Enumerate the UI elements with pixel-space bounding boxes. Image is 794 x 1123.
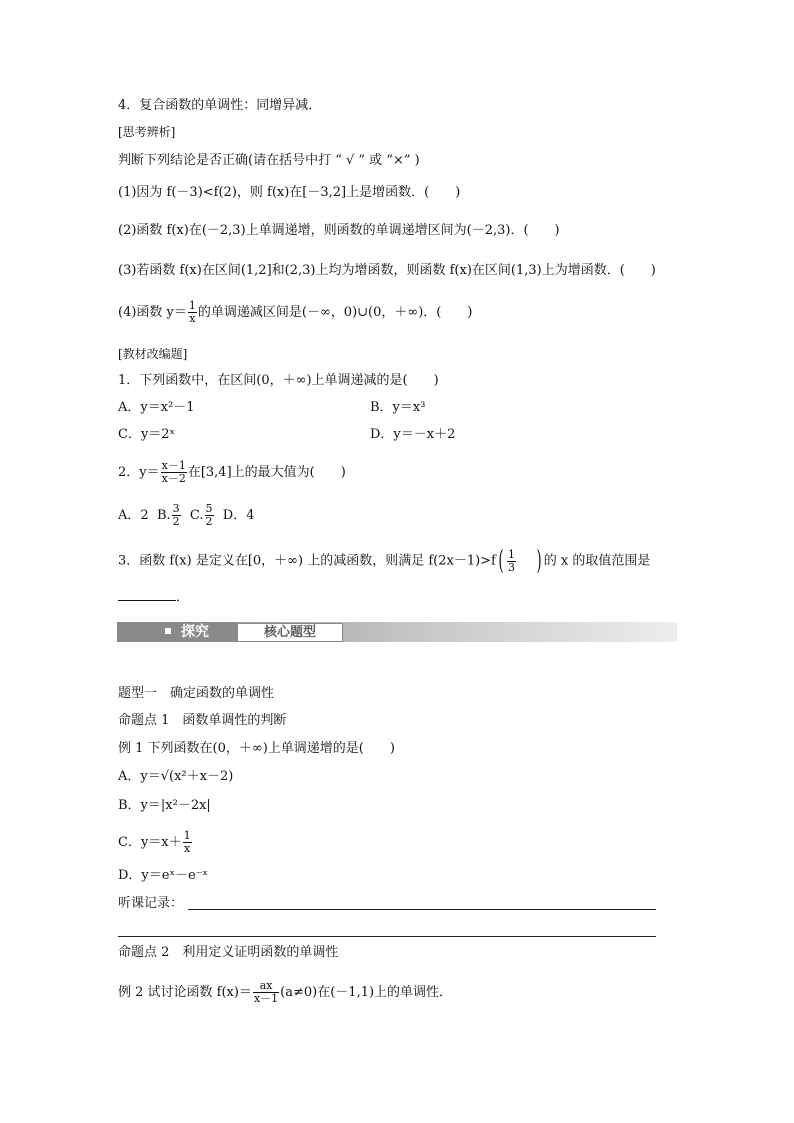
fraction-den: 2 [205,515,213,528]
fraction [188,300,197,325]
answer-blank [118,588,176,601]
notes-line-2 [118,936,656,937]
fraction [161,460,187,485]
fraction [205,503,214,528]
fraction-den: x－1 [253,992,279,1005]
example-1-option-a: A．y＝√(x²＋x－2) [118,769,234,784]
example-2-pre: 例 2 试讨论函数 f(x)＝ [118,985,252,1000]
banner-explore [117,622,237,642]
textbook-q2-pre: 2．y＝ [118,465,160,480]
fraction-den: 3 [508,560,516,574]
fraction [253,980,279,1005]
textbook-q2-option-c-label: C. [189,508,204,523]
banner-left-label: 探究 [181,624,209,640]
textbook-q1-option-a: A．y＝x²－1 [118,400,195,415]
think-q4 [118,300,472,325]
textbook-section-title: [教材改编题] [118,347,188,361]
think-q1: (1)因为 f(－3)<f(2)，则 f(x)在[－3,2]上是增函数．( ) [118,185,461,200]
left-paren: ( [498,546,504,576]
textbook-q3-post: 的 x 的取值范围是 [543,553,651,569]
section-banner [117,622,677,642]
example-1: 例 1 下列函数在(0，＋∞)上单调递增的是( ) [118,741,395,756]
textbook-q1-option-c: C．y＝2ˣ [118,427,176,442]
textbook-q3-answer-line [118,588,189,607]
textbook-q3 [118,548,650,574]
topic-title: 题型一 确定函数的单调性 [118,686,275,701]
textbook-q2-post: 在[3,4]上的最大值为( ) [187,465,346,480]
textbook-q2 [118,460,346,485]
monotonicity-rule-4: 4．复合函数的单调性：同增异减． [118,98,322,113]
think-section-title: [思考辨析] [118,125,176,139]
fraction-num: 3 [172,502,180,515]
point-2-title: 命题点 2 利用定义证明函数的单调性 [118,945,339,960]
fraction-den: x [184,842,191,855]
textbook-q2-option-b-label: B. [156,508,171,523]
textbook-q2-options [118,503,254,528]
example-1-option-d: D．y＝eˣ－e⁻ˣ [118,868,209,883]
think-intro: 判断下列结论是否正确(请在括号中打 “ √ ” 或 “×” ) [118,153,420,168]
textbook-q3-end: ． [176,590,190,605]
notes-label: 听课记录： [118,896,184,911]
textbook-q1: 1．下列函数中，在区间(0，＋∞)上单调递减的是( ) [118,373,439,388]
fraction-num: x－1 [161,459,186,472]
example-2 [118,980,452,1005]
fraction [172,503,181,528]
fraction-num: 1 [508,547,516,561]
fraction [507,549,516,574]
fraction-den: x [189,312,196,325]
example-2-post: (a≠0)在(－1,1)上的单调性． [280,985,453,1000]
fraction-den: 2 [172,515,180,528]
right-paren: ) [536,546,542,576]
fraction-num: 5 [205,502,213,515]
textbook-q1-option-d: D．y＝－x＋2 [370,427,456,442]
example-1-option-c-pre: C．y＝x＋ [118,835,182,850]
textbook-q3-pre: 3．函数 f(x) 是定义在[0，＋∞) 上的减函数，则满足 f(2x－1)>f [118,553,496,569]
fraction-num: ax [253,980,279,993]
banner-core-types: 核心题型 [237,623,343,642]
fraction-den: x－2 [161,472,186,485]
textbook-q1-option-b: B．y＝x³ [370,400,426,415]
example-1-option-b: B．y＝|x²－2x| [118,798,211,813]
fraction-num: 1 [183,829,191,842]
point-1-title: 命题点 1 函数单调性的判断 [118,713,287,728]
example-1-option-c [118,830,193,855]
fraction [183,830,192,855]
notes-line-1 [188,909,656,910]
think-q3: (3)若函数 f(x)在区间(1,2]和(2,3)上均为增函数，则函数 f(x)在区间(1,3)上为增函数．( ) [118,263,656,278]
textbook-q2-option-a: A．2 [118,508,149,523]
think-q4-post: 的单调递减区间是(－∞，0)∪(0，＋∞)．( ) [197,305,473,320]
think-q4-pre: (4)函数 y＝ [118,305,187,320]
textbook-q2-option-d: D．4 [222,508,255,523]
square-bullet-icon [165,628,171,634]
fraction-num: 1 [188,299,196,312]
think-q2: (2)函数 f(x)在(－2,3)上单调递增，则函数的单调递增区间为(－2,3)．( ) [118,223,560,238]
